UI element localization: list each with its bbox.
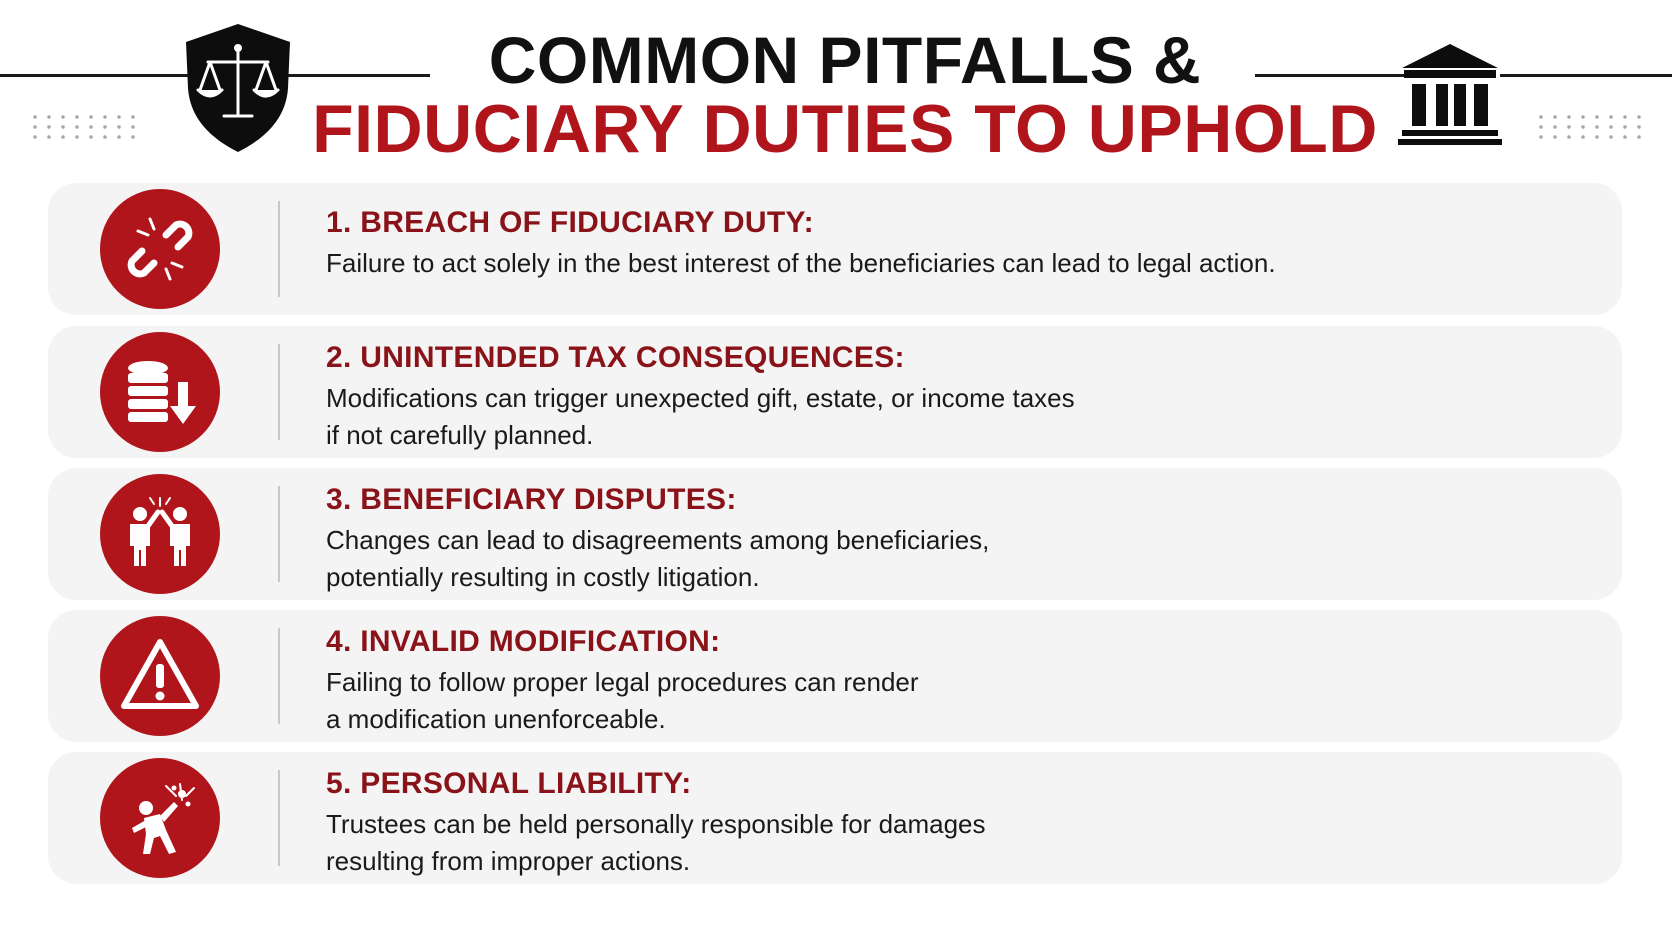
item-description: Failure to act solely in the best interest of the beneficiaries can lead to legal action. [326, 248, 1276, 278]
title-line-1: COMMON PITFALLS & [488, 23, 1202, 97]
header-rule-left-inner [280, 74, 430, 77]
item-description: Changes can lead to disagreements among beneficiaries, potentially resulting in costly litigation. [326, 525, 990, 592]
person-struck-icon [120, 778, 200, 858]
header-rule-right-outer [1500, 74, 1672, 77]
header [0, 0, 1672, 170]
item-title: 1. BREACH OF FIDUCIARY DUTY: [326, 206, 814, 239]
item-divider [278, 344, 280, 440]
people-arguing-icon [120, 494, 200, 574]
item-text [326, 624, 1562, 738]
coins-down-arrow-icon [120, 352, 200, 432]
icon-badge [100, 616, 220, 736]
item-divider [278, 770, 280, 866]
item-title: 3. BENEFICIARY DISPUTES: [326, 483, 737, 516]
broken-chain-icon [120, 209, 200, 289]
icon-badge [100, 474, 220, 594]
icon-badge [100, 758, 220, 878]
item-text [326, 205, 1562, 282]
courthouse-icon [1398, 42, 1502, 146]
item-description: Modifications can trigger unexpected gift, estate, or income taxes if not carefully planned. [326, 383, 1075, 450]
title-line-2: FIDUCIARY DUTIES TO UPHOLD [312, 91, 1378, 167]
item-divider [278, 486, 280, 582]
warning-triangle-icon [120, 636, 200, 716]
item-text [326, 766, 1562, 880]
item-description: Failing to follow proper legal procedures can render a modification unenforceable. [326, 667, 919, 734]
dot-pattern-right [1534, 112, 1644, 142]
item-text [326, 482, 1562, 596]
list-item [48, 326, 1622, 458]
list-item [48, 468, 1622, 600]
item-text [326, 340, 1562, 454]
icon-badge [100, 189, 220, 309]
scales-of-justice-shield-icon [182, 22, 294, 154]
item-title: 4. INVALID MODIFICATION: [326, 625, 721, 658]
list-item [48, 610, 1622, 742]
item-title: 2. UNINTENDED TAX CONSEQUENCES: [326, 341, 905, 374]
list-item [48, 752, 1622, 884]
dot-pattern-left [28, 112, 138, 142]
item-title: 5. PERSONAL LIABILITY: [326, 767, 692, 800]
item-divider [278, 628, 280, 724]
item-description: Trustees can be held personally responsible for damages resulting from improper actions. [326, 809, 986, 876]
icon-badge [100, 332, 220, 452]
list-item [48, 183, 1622, 315]
header-rule-right-inner [1255, 74, 1405, 77]
header-rule-left-outer [0, 74, 195, 77]
item-divider [278, 201, 280, 297]
